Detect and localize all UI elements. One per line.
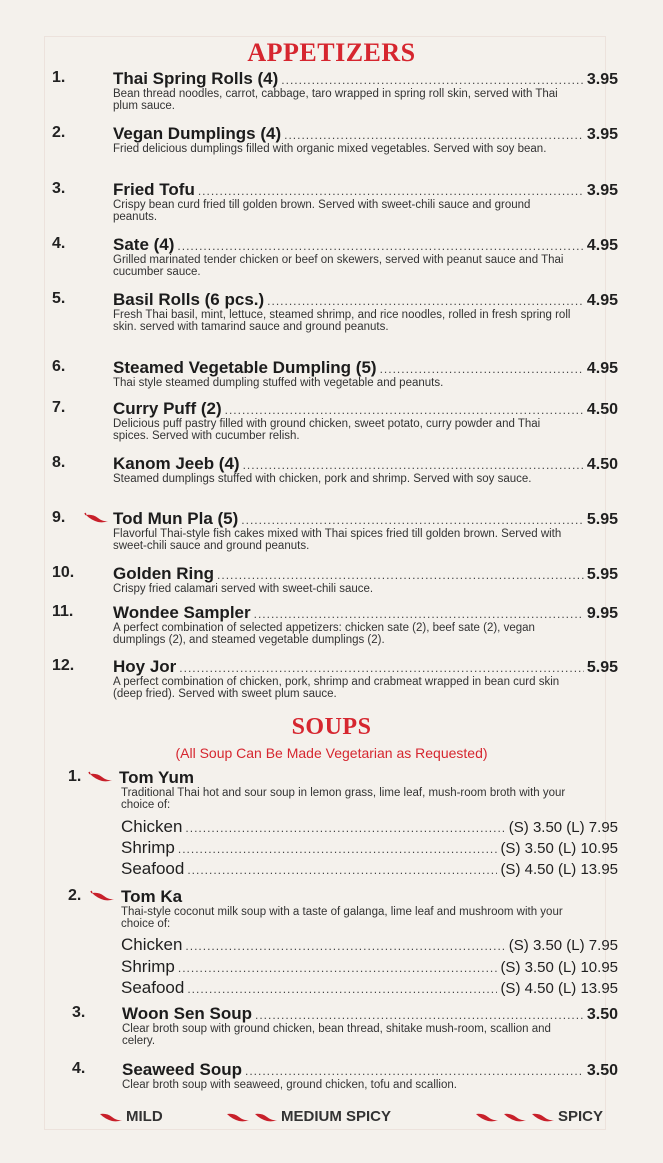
item-number: 10.: [52, 564, 75, 581]
item-name: Tod Mun Pla (5): [113, 509, 239, 528]
mild-pepper-icon: [98, 1111, 124, 1123]
item-number: 1.: [52, 69, 66, 86]
item-number: 4.: [52, 235, 66, 252]
item-description: Bean thread noodles, carrot, cabbage, taro wrapped in spring roll skin, served with Thai plum sauce.: [113, 88, 558, 112]
item-name: Vegan Dumplings (4): [113, 124, 282, 143]
choice-row: [121, 859, 618, 879]
mild-pepper-icon: [90, 890, 116, 902]
item-price: 3.95: [586, 182, 618, 199]
leader-dots: [281, 73, 584, 87]
item-description: Delicious puff pastry filled with ground chicken, sweet potato, curry powder and Thai spices. Served with cucumber relish.: [113, 418, 541, 442]
pepper-icon: [474, 1111, 500, 1123]
item-price: 3.95: [586, 71, 618, 88]
item-number: 3.: [52, 180, 66, 197]
choice-price: (S) 4.50 (L) 13.95: [500, 980, 618, 997]
item-description: Steamed dumplings stuffed with chicken, pork and shrimp. Served with soy sauce.: [113, 473, 532, 485]
item-number: 2.: [52, 124, 66, 141]
leader-dots: [178, 842, 498, 856]
leader-dots: [217, 568, 584, 582]
item-description: Fresh Thai basil, mint, lettuce, steamed shrimp, and rice noodles, rolled in fresh spring roll skin. served with tamarind sauce and ground peanuts.: [113, 309, 571, 333]
legend-medium: [225, 1108, 391, 1125]
item-number: 1.: [68, 768, 82, 785]
item-number: 12.: [52, 657, 75, 674]
leader-dots: [187, 982, 497, 996]
choice-price: (S) 3.50 (L) 7.95: [508, 937, 618, 954]
item-price: 9.95: [586, 605, 618, 622]
item-name: Golden Ring: [113, 564, 215, 583]
legend-medium-label: MEDIUM SPICY: [281, 1108, 392, 1125]
item-number: 8.: [52, 454, 66, 471]
item-name: Seaweed Soup: [122, 1060, 242, 1079]
item-price: 5.95: [586, 566, 618, 583]
item-number: 6.: [52, 358, 66, 375]
item-description: A perfect combination of selected appetizers: chicken sate (2), beef sate (2), vegan dumplings (2), and steamed vegetable dumplings (2).: [113, 622, 535, 646]
pepper-icon: [530, 1111, 556, 1123]
legend-mild-label: MILD: [126, 1108, 163, 1125]
choice-name: Seafood: [121, 859, 185, 878]
choice-row: [121, 817, 618, 837]
choice-price: (S) 4.50 (L) 13.95: [500, 861, 618, 878]
choice-price: (S) 3.50 (L) 10.95: [500, 959, 618, 976]
pepper-icon: [502, 1111, 528, 1123]
item-price: 5.95: [586, 511, 618, 528]
item-description: Clear broth soup with ground chicken, bean thread, shitake mush-room, scallion and celery.: [122, 1023, 551, 1047]
choice-row: [121, 957, 618, 977]
item-description: Crispy bean curd fried till golden brown. Served with sweet-chili sauce and ground peanuts.: [113, 199, 531, 223]
item-number: 3.: [72, 1004, 86, 1021]
leader-dots: [185, 939, 505, 953]
leader-dots: [254, 607, 584, 621]
leader-dots: [177, 239, 583, 253]
item-name: Hoy Jor: [113, 657, 177, 676]
item-description: Flavorful Thai-style fish cakes mixed with Thai spices fried till golden brown. Served with sweet-chili sauce and ground peanuts.: [113, 528, 562, 552]
item-price: 3.50: [586, 1062, 618, 1079]
item-name: Tom Yum: [119, 768, 194, 787]
legend-mild: [98, 1108, 163, 1125]
choice-name: Chicken: [121, 817, 183, 836]
leader-dots: [267, 294, 584, 308]
leader-dots: [187, 863, 497, 877]
item-number: 2.: [68, 887, 82, 904]
item-price: 4.95: [586, 237, 618, 254]
mild-pepper-icon: [88, 771, 114, 783]
legend-spicy-label: SPICY: [558, 1108, 604, 1125]
item-price: 3.95: [586, 126, 618, 143]
item-price: 4.50: [586, 456, 618, 473]
leader-dots: [179, 661, 584, 675]
leader-dots: [380, 362, 584, 376]
item-number: 4.: [72, 1060, 86, 1077]
item-description: A perfect combination of chicken, pork, shrimp and crabmeat wrapped in bean curd skin (deep fried). Served with sweet plum sauce.: [113, 676, 560, 700]
soups-title: SOUPS: [291, 714, 372, 740]
item-number: 11.: [52, 603, 74, 620]
choice-name: Shrimp: [121, 838, 175, 857]
item-name: Woon Sen Soup: [122, 1004, 253, 1023]
choice-price: (S) 3.50 (L) 7.95: [508, 819, 618, 836]
item-number: 9.: [52, 509, 66, 526]
item-name: Curry Puff (2): [113, 399, 222, 418]
item-description: Fried delicious dumplings filled with organic mixed vegetables. Served with soy bean.: [113, 143, 547, 155]
item-name: Steamed Vegetable Dumpling (5): [113, 358, 377, 377]
item-description: Thai-style coconut milk soup with a taste of galanga, lime leaf and mushroom with your choice of:: [121, 906, 563, 930]
choice-row: [121, 978, 618, 998]
item-number: 7.: [52, 399, 66, 416]
legend-spicy: [474, 1108, 603, 1125]
leader-dots: [178, 961, 498, 975]
pepper-icon: [253, 1111, 279, 1123]
item-name: Wondee Sampler: [113, 603, 251, 622]
leader-dots: [245, 1064, 584, 1078]
choice-price: (S) 3.50 (L) 10.95: [500, 840, 618, 857]
item-name: Tom Ka: [121, 887, 183, 906]
item-description: Crispy fried calamari served with sweet-chili sauce.: [113, 583, 374, 595]
item-name: Sate (4): [113, 235, 175, 254]
item-description: Traditional Thai hot and sour soup in lemon grass, lime leaf, mush-room broth with your choice of:: [121, 787, 566, 811]
choice-row: [121, 838, 618, 858]
item-name: Basil Rolls (6 pcs.): [113, 290, 265, 309]
leader-dots: [243, 458, 584, 472]
item-price: 5.95: [586, 659, 618, 676]
item-description: Clear broth soup with seaweed, ground chicken, tofu and scallion.: [122, 1079, 457, 1091]
leader-dots: [284, 128, 584, 142]
leader-dots: [241, 513, 584, 527]
leader-dots: [255, 1008, 584, 1022]
item-description: Grilled marinated tender chicken or beef on skewers, served with peanut sauce and Thai cucumber sauce.: [113, 254, 564, 278]
item-name: Thai Spring Rolls (4): [113, 69, 279, 88]
choice-name: Shrimp: [121, 957, 175, 976]
soups-note: (All Soup Can Be Made Vegetarian as Requested): [175, 745, 488, 761]
leader-dots: [185, 821, 505, 835]
item-number: 5.: [52, 290, 66, 307]
item-price: 4.95: [586, 360, 618, 377]
leader-dots: [225, 403, 584, 417]
item-price: 4.50: [586, 401, 618, 418]
choice-name: Chicken: [121, 935, 183, 954]
choice-name: Seafood: [121, 978, 185, 997]
item-price: 3.50: [586, 1006, 618, 1023]
appetizers-title: APPETIZERS: [247, 38, 416, 67]
mild-pepper-icon: [84, 512, 110, 524]
item-description: Thai style steamed dumpling stuffed with vegetable and peanuts.: [113, 377, 444, 389]
pepper-icon: [225, 1111, 251, 1123]
item-name: Kanom Jeeb (4): [113, 454, 240, 473]
choice-row: [121, 935, 618, 955]
leader-dots: [198, 184, 584, 198]
item-name: Fried Tofu: [113, 180, 195, 199]
item-price: 4.95: [586, 292, 618, 309]
